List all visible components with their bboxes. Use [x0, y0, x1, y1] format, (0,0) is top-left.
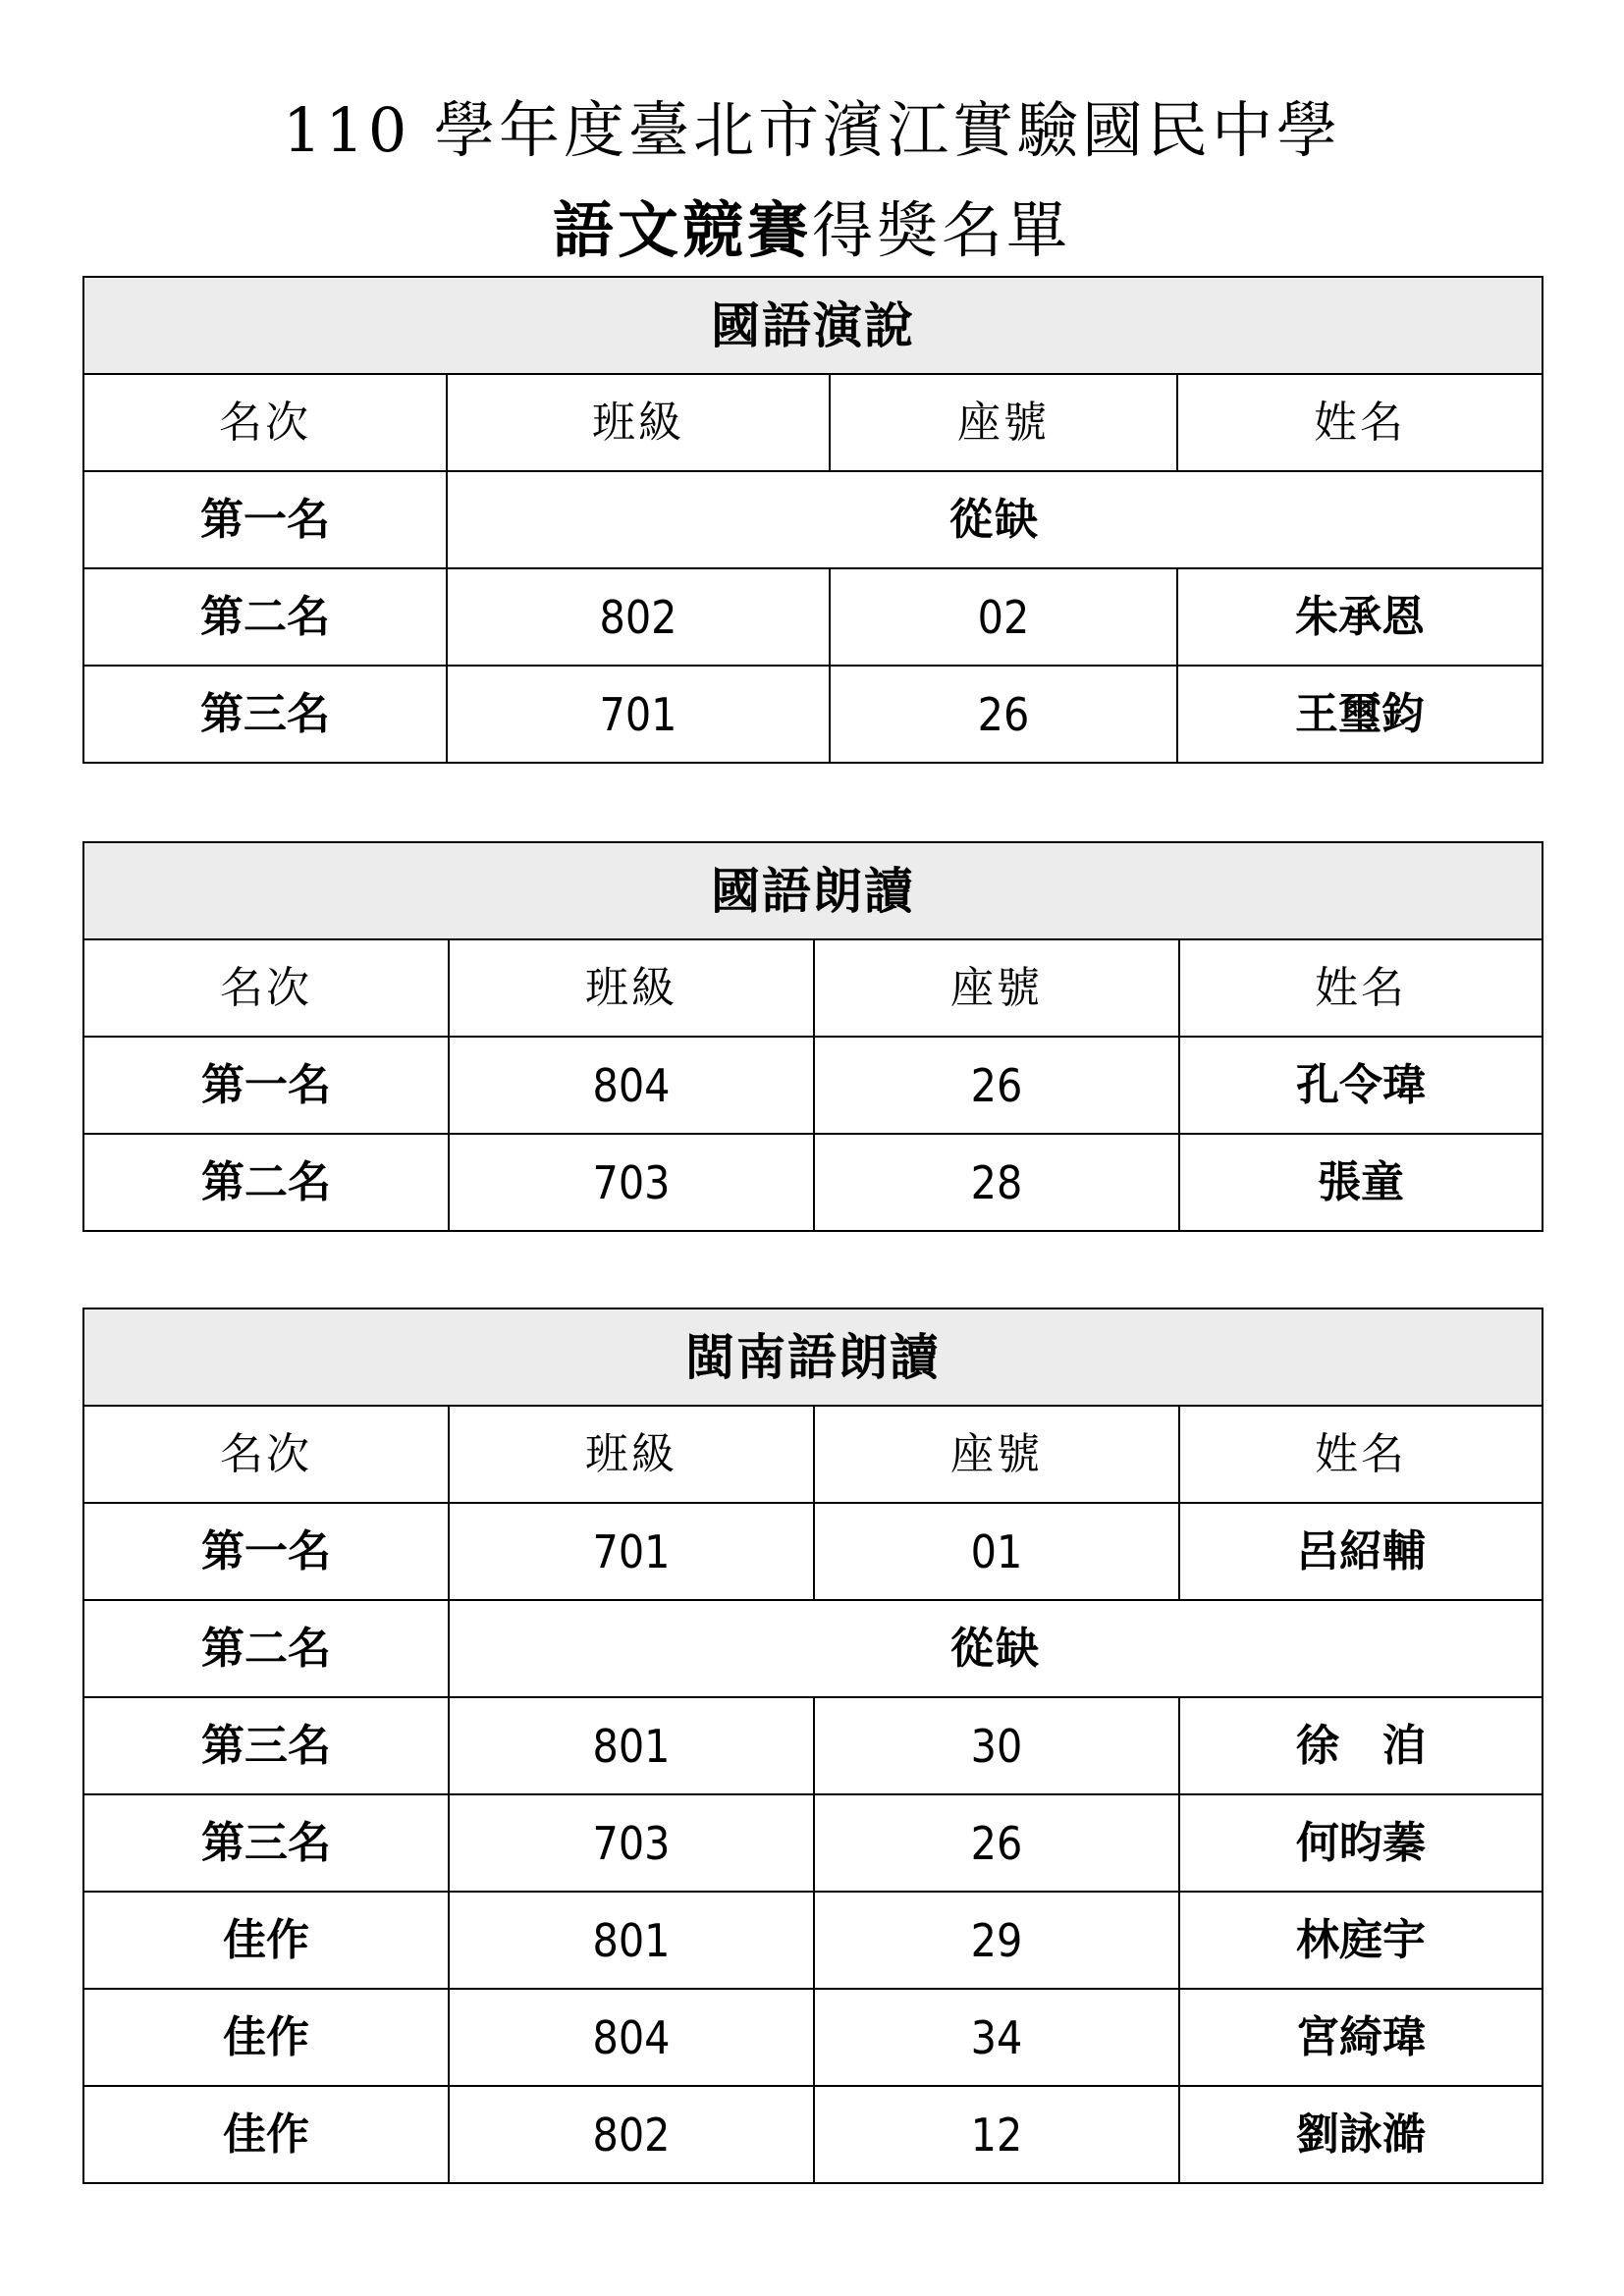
rank-cell: 第三名 — [83, 1794, 449, 1892]
class-cell: 703 — [449, 1794, 814, 1892]
vacant-cell: 從缺 — [449, 1600, 1543, 1697]
seat-cell: 26 — [830, 666, 1177, 763]
rank-cell: 第三名 — [83, 1697, 449, 1794]
student-name-cell: 朱承恩 — [1177, 568, 1543, 666]
table-row — [83, 2086, 1543, 2183]
student-name-cell: 劉詠澔 — [1179, 2086, 1543, 2183]
table-row — [83, 1697, 1543, 1794]
table-row — [83, 568, 1543, 666]
table-row — [83, 1037, 1543, 1134]
student-name-cell: 徐 洎 — [1179, 1697, 1543, 1794]
class-cell: 703 — [449, 1134, 814, 1231]
seat-cell: 26 — [814, 1037, 1179, 1134]
rank-cell: 第一名 — [83, 1503, 449, 1600]
section-title: 閩南語朗讀 — [83, 1308, 1543, 1406]
award-table-minnan-reading — [82, 1308, 1543, 2184]
page-title: 110 學年度臺北市濱江實驗國民中學 — [282, 94, 1342, 166]
rank-cell: 第一名 — [83, 1037, 449, 1134]
award-table-mandarin-reading — [82, 841, 1543, 1232]
class-cell: 801 — [449, 1697, 814, 1794]
table-row — [83, 666, 1543, 763]
student-name-cell: 呂紹輔 — [1179, 1503, 1543, 1600]
student-name-cell: 張童 — [1179, 1134, 1543, 1231]
seat-cell: 12 — [814, 2086, 1179, 2183]
rank-cell: 佳作 — [83, 2086, 449, 2183]
table-row — [83, 1989, 1543, 2086]
header-class: 班級 — [449, 939, 814, 1037]
page-subtitle — [0, 187, 1624, 275]
class-cell: 804 — [449, 1989, 814, 2086]
table-row — [83, 1600, 1543, 1697]
seat-cell: 29 — [814, 1892, 1179, 1989]
header-seat: 座號 — [814, 1406, 1179, 1503]
rank-cell: 第二名 — [83, 1600, 449, 1697]
subtitle-bold-part: 語文競賽 — [552, 194, 812, 266]
header-seat: 座號 — [814, 939, 1179, 1037]
class-cell: 701 — [449, 1503, 814, 1600]
seat-cell: 28 — [814, 1134, 1179, 1231]
header-row — [83, 1406, 1543, 1503]
rank-cell: 佳作 — [83, 1892, 449, 1989]
rank-cell: 第三名 — [83, 666, 447, 763]
seat-cell: 30 — [814, 1697, 1179, 1794]
class-cell: 801 — [449, 1892, 814, 1989]
class-cell: 802 — [447, 568, 830, 666]
class-cell: 802 — [449, 2086, 814, 2183]
header-name: 姓名 — [1177, 374, 1543, 471]
student-name-cell: 宮綺瑋 — [1179, 1989, 1543, 2086]
seat-cell: 01 — [814, 1503, 1179, 1600]
student-name-cell: 王璽鈞 — [1177, 666, 1543, 763]
header-class: 班級 — [447, 374, 830, 471]
header-row — [83, 939, 1543, 1037]
seat-cell: 02 — [830, 568, 1177, 666]
seat-cell: 34 — [814, 1989, 1179, 2086]
section-title: 國語朗讀 — [83, 842, 1543, 939]
class-cell: 701 — [447, 666, 830, 763]
subtitle-rest-part: 得獎名單 — [812, 194, 1072, 266]
rank-cell: 第一名 — [83, 471, 447, 568]
award-table-mandarin-speech — [82, 276, 1543, 764]
section-title: 國語演說 — [83, 277, 1543, 374]
rank-cell: 第二名 — [83, 568, 447, 666]
table-row — [83, 1892, 1543, 1989]
class-cell: 804 — [449, 1037, 814, 1134]
rank-cell: 第二名 — [83, 1134, 449, 1231]
student-name-cell: 何昀蓁 — [1179, 1794, 1543, 1892]
vacant-cell: 從缺 — [447, 471, 1543, 568]
header-class: 班級 — [449, 1406, 814, 1503]
header-name: 姓名 — [1179, 939, 1543, 1037]
table-row — [83, 1503, 1543, 1600]
table-row — [83, 471, 1543, 568]
header-rank: 名次 — [83, 1406, 449, 1503]
table-row — [83, 1134, 1543, 1231]
student-name-cell: 林庭宇 — [1179, 1892, 1543, 1989]
table-row — [83, 1794, 1543, 1892]
header-rank: 名次 — [83, 374, 447, 471]
header-name: 姓名 — [1179, 1406, 1543, 1503]
header-row — [83, 374, 1543, 471]
rank-cell: 佳作 — [83, 1989, 449, 2086]
header-rank: 名次 — [83, 939, 449, 1037]
header-seat: 座號 — [830, 374, 1177, 471]
seat-cell: 26 — [814, 1794, 1179, 1892]
student-name-cell: 孔令瑋 — [1179, 1037, 1543, 1134]
